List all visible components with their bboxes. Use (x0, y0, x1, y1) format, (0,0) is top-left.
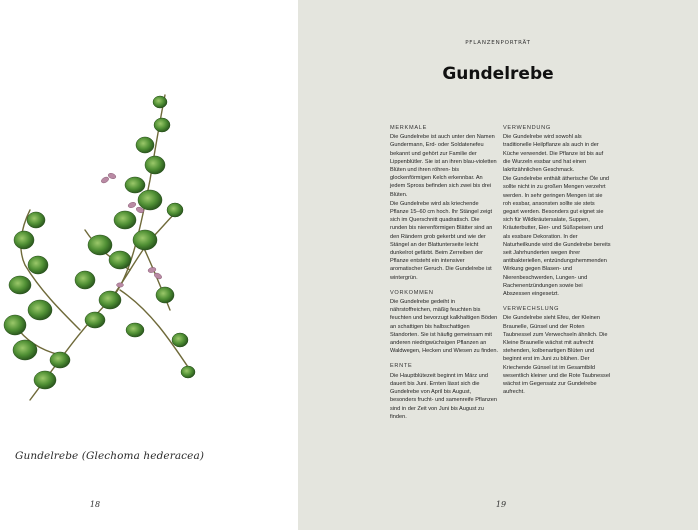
section-merkmale (390, 124, 498, 282)
section-heading: ERNTE (390, 363, 413, 370)
paragraph: Die Gundelrebe gedeiht in nährstoffreichen, mäßig feuchten bis feuchten und bevorzugt kalkhaltigen Böden an schattigen bis halbschattigen Standorten. Sie ist häufig gemeinsam mit anderen niedrigwüchsigen Pflanzen an Waldwegen, Hecken und Wiesen zu finden. (390, 299, 498, 355)
section-heading: VORKOMMEN (390, 289, 434, 296)
section-verwendung (503, 124, 611, 298)
paragraph: Die Gundelrebe wird als kriechende Pflanze 15–60 cm hoch. Ihr Stängel zeigt sich im Querschnitt quadratisch. Die runden bis nierenförmigen Blätter sind an den Rändern grob gekerbt und wie der Stängel an der Blattunterseite leicht dunkelrot gefärbt. Beim Zerreiben der Pflanze entsteht ein intensiver aromatischer Geruch. Die Gundelrebe ist wintergrün. (390, 200, 493, 281)
section-verwechslung (503, 305, 611, 396)
section-vorkommen (390, 289, 498, 356)
section-heading: MERKMALE (390, 125, 427, 131)
left-page (0, 0, 298, 530)
section-ernte (390, 362, 498, 420)
page-number-right: 19 (495, 500, 507, 509)
paragraph: Die Gundelrebe wird sowohl als traditionelle Heilpflanze als auch in der Küche verwendet. Die Pflanze ist bis auf die Wurzeln essbar und hat einen lakritzähnlichen Geschmack. (503, 134, 604, 174)
paragraph: Die Hauptblütezeit beginnt im März und dauert bis Juni. Ernten lässt sich die Gundelrebe von April bis August, besonders frucht- und samenreife Pflanzen sind in der Zeit von Juni bis August zu finden. (390, 372, 497, 420)
text-column-right (503, 124, 611, 404)
section-heading: VERWECHSLUNG (503, 306, 560, 313)
page-number-left: 18 (89, 500, 101, 509)
page-title: Gundelrebe (442, 64, 554, 84)
text-column-left (390, 124, 498, 428)
plant-illustration (0, 80, 200, 410)
paragraph: Die Gundelrebe enthält ätherische Öle und sollte nicht in zu großen Mengen verzehrt werden. In sehr geringen Mengen ist sie roh essbar, ansonsten sollte sie stets gegart werden. Besonders gut eignet sie sich für Wildkräutersalate, Suppen, Kräuterbutter, Eier- und Süßspeisen und als essbare Dekoration. In der Naturheilkunde wird die Gundelrebe bereits seit Jahrhunderten wegen ihrer antibakteriellen, entzündungshemmenden Wirkung gegen Blasen- und Nierenbeschwerden, Lungen- und Rachenentzündungen sowie bei Abszessen eingesetzt. (503, 176, 611, 298)
section-kicker: PFLANZENPORTRÄT (465, 40, 531, 46)
section-heading: VERWENDUNG (503, 125, 551, 131)
paragraph: Die Gundelrebe ist auch unter den Namen Gundermann, Erd- oder Soldatenefeu bekannt und gehört zur Familie der Lippenblütler. Sie ist an ihren blau-violetten Blüten und ihren röhren- bis glockenförmigen Kelch erkennbar. An jedem Spross befinden sich zwei bis drei Blüten. (390, 134, 497, 198)
paragraph: Die Gundelrebe sieht Efeu, der Kleinen Braunelle, Günsel und der Roten Taubnessel zum Verwechseln ähnlich. Die Kleine Braunelle wächst mit aufrecht stehenden, kolbenartigen Blüten und beginnt erst im Juni zu blühen. Der Kriechende Günsel ist im Gesamtbild wesentlich kleiner und die Rote Taubnessel wächst im Gegensatz zur Gundelrebe aufrecht. (503, 315, 611, 396)
figure-caption: Gundelrebe (Glechoma hederacea) (15, 450, 205, 462)
